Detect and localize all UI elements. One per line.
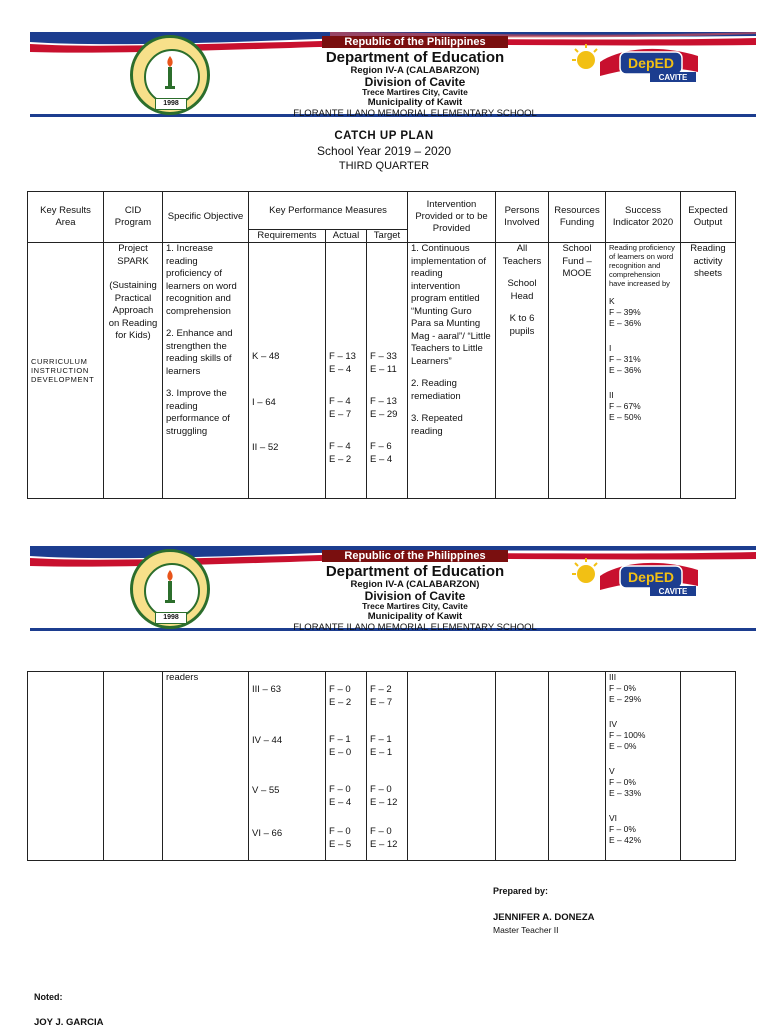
success-grade-6: VI xyxy=(609,813,618,823)
target-k-e: E – 11 xyxy=(370,363,397,375)
header-kra: Key Results Area xyxy=(28,192,104,243)
intervention-2: 2. Reading remediation xyxy=(411,378,461,402)
success-2-e: E – 50% xyxy=(609,412,642,422)
target-3-e: E – 7 xyxy=(370,696,393,708)
header-persons: Persons Involved xyxy=(496,192,549,243)
target-5-f: F – 0 xyxy=(370,784,392,795)
deped-logo-sub: CAVITE xyxy=(658,73,688,82)
prepared-by-title: Master Teacher II xyxy=(493,925,559,935)
header-resources: Resources Funding xyxy=(549,192,606,243)
target-6-f: F – 0 xyxy=(370,826,392,837)
success-grade-5: V xyxy=(609,766,615,776)
resources-funding: School Fund – MOOE xyxy=(562,243,592,279)
actual-4-f: F – 1 xyxy=(329,734,351,745)
program-name: Project SPARK xyxy=(117,243,149,267)
success-grade-k: K xyxy=(609,296,615,306)
success-1-f: F – 31% xyxy=(609,354,641,364)
success-6-f: F – 0% xyxy=(609,824,636,834)
requirement-k: K – 48 xyxy=(252,351,280,362)
school-year: School Year 2019 – 2020 xyxy=(316,144,452,158)
school-seal xyxy=(130,549,210,629)
department-label: Department of Education xyxy=(325,49,505,66)
municipality-label: Municipality of Kawit xyxy=(367,611,463,622)
header-success: Success Indicator 2020 xyxy=(606,192,681,243)
noted-name: JOY J. GARCIA xyxy=(34,1017,104,1028)
success-3-e: E – 29% xyxy=(609,694,642,704)
success-grade-4: IV xyxy=(609,719,618,729)
success-k-f: F – 39% xyxy=(609,307,641,317)
municipality-label: Municipality of Kawit xyxy=(367,97,463,108)
target-3-f: F – 2 xyxy=(370,684,392,695)
actual-1-f: F – 4 xyxy=(329,396,351,407)
requirement-1: I – 64 xyxy=(252,396,276,408)
target-5-e: E – 12 xyxy=(370,796,398,808)
success-4-e: E – 0% xyxy=(609,741,637,751)
target-4-f: F – 1 xyxy=(370,734,392,745)
success-grade-3: III xyxy=(609,672,617,682)
city-label: Trece Martires City, Cavite xyxy=(362,87,468,97)
intervention-1: 1. Continuous implementation of reading intervention program entitled “Munting Guro Para sa Munting Mag - aaral”/ “Little Teachers to Little Learners” xyxy=(411,243,491,367)
region-label: Region IV-A (CALABARZON) xyxy=(350,65,480,76)
persons-head: School Head xyxy=(507,278,537,302)
table-row xyxy=(28,672,736,861)
objective-2: 2. Enhance and strengthen the reading skills of learners xyxy=(166,328,233,377)
division-label: Division of Cavite xyxy=(364,589,466,603)
expected-output: Reading activity sheets xyxy=(690,243,726,279)
actual-4-e: E – 0 xyxy=(329,746,352,758)
target-1-f: F – 13 xyxy=(370,396,397,407)
success-6-e: E – 42% xyxy=(609,835,642,845)
header-target: Target xyxy=(367,230,408,243)
seal-year: 1998 xyxy=(155,98,187,110)
deped-logo-text: DepED xyxy=(628,55,674,71)
letterhead-banner xyxy=(30,32,756,117)
letterhead-text xyxy=(220,32,610,117)
success-grade-1: I xyxy=(609,343,612,353)
program-description: (Sustaining Practical Approach on Reading for Kids) xyxy=(108,280,158,341)
actual-6-f: F – 0 xyxy=(329,826,351,837)
actual-5-f: F – 0 xyxy=(329,784,351,795)
division-label: Division of Cavite xyxy=(364,75,466,89)
requirement-3: III – 63 xyxy=(252,684,282,695)
success-grade-2: II xyxy=(609,390,614,400)
target-k-f: F – 33 xyxy=(370,351,397,362)
actual-2-f: F – 4 xyxy=(329,441,351,452)
region-label: Region IV-A (CALABARZON) xyxy=(350,579,480,590)
persons-pupils: K to 6 pupils xyxy=(509,313,535,337)
actual-2-e: E – 2 xyxy=(329,453,352,465)
success-k-e: E – 36% xyxy=(609,318,642,328)
prepared-by-name: JENNIFER A. DONEZA xyxy=(493,912,595,923)
actual-1-e: E – 7 xyxy=(329,408,352,420)
header-cid: CID Program xyxy=(104,192,163,243)
seal-year: 1998 xyxy=(155,612,187,624)
city-label: Trece Martires City, Cavite xyxy=(362,601,468,611)
success-1-e: E – 36% xyxy=(609,365,642,375)
objective-1: 1. Increase reading proficiency of learners on word recognition and comprehension xyxy=(166,243,237,317)
catch-up-plan-table xyxy=(27,191,736,499)
department-label: Department of Education xyxy=(325,563,505,580)
prepared-by-label: Prepared by: xyxy=(493,886,549,896)
noted-label: Noted: xyxy=(34,992,63,1002)
header-intervention: Intervention Provided or to be Provided xyxy=(408,192,496,243)
persons-teachers: All Teachers xyxy=(502,243,542,267)
quarter-label: THIRD QUARTER xyxy=(338,160,430,172)
success-2-f: F – 67% xyxy=(609,401,641,411)
document-title-block xyxy=(0,128,768,173)
actual-k-f: F – 13 xyxy=(329,351,356,362)
target-6-e: E – 12 xyxy=(370,838,398,850)
torch-icon xyxy=(164,570,176,604)
success-5-f: F – 0% xyxy=(609,777,636,787)
school-name: FLORANTE ILANO MEMORIAL ELEMENTARY SCHOOL xyxy=(293,108,537,117)
deped-cavite-logo xyxy=(570,556,710,600)
objective-3: 3. Improve the reading performance of struggling xyxy=(166,388,230,437)
deped-logo-sub: CAVITE xyxy=(658,587,688,596)
kra-label: CURRICULUM INSTRUCTION DEVELOPMENT xyxy=(31,357,95,384)
target-2-e: E – 4 xyxy=(370,453,393,465)
target-1-e: E – 29 xyxy=(370,408,398,420)
letterhead-text xyxy=(220,546,610,631)
objective-continued: readers xyxy=(166,672,199,683)
header-requirements: Requirements xyxy=(249,230,326,243)
target-4-e: E – 1 xyxy=(370,746,393,758)
catch-up-plan-table-continued xyxy=(27,671,736,861)
requirement-6: VI – 66 xyxy=(252,827,283,839)
school-seal xyxy=(130,35,210,115)
target-2-f: F – 6 xyxy=(370,441,392,452)
requirement-4: IV – 44 xyxy=(252,734,283,746)
table-row xyxy=(28,243,736,499)
republic-label: Republic of the Philippines xyxy=(322,36,507,48)
requirement-5: V – 55 xyxy=(252,785,280,796)
deped-cavite-logo xyxy=(570,42,710,86)
header-objective: Specific Objective xyxy=(163,192,249,243)
deped-logo-text: DepED xyxy=(628,569,674,585)
actual-5-e: E – 4 xyxy=(329,796,352,808)
header-kpm: Key Performance Measures xyxy=(249,192,408,230)
torch-icon xyxy=(164,56,176,90)
letterhead-banner-2 xyxy=(30,546,756,631)
school-name: FLORANTE ILANO MEMORIAL ELEMENTARY SCHOOL xyxy=(293,622,537,631)
requirement-2: II – 52 xyxy=(252,442,279,453)
header-output: Expected Output xyxy=(681,192,736,243)
success-5-e: E – 33% xyxy=(609,788,642,798)
actual-3-e: E – 2 xyxy=(329,696,352,708)
success-intro: Reading proficiency of learners on word recognition and comprehension have increased by xyxy=(609,243,675,288)
document-title: CATCH UP PLAN xyxy=(334,130,434,142)
actual-k-e: E – 4 xyxy=(329,363,352,375)
success-3-f: F – 0% xyxy=(609,683,636,693)
header-actual: Actual xyxy=(326,230,367,243)
intervention-3: 3. Repeated reading xyxy=(411,413,463,437)
actual-6-e: E – 5 xyxy=(329,838,352,850)
actual-3-f: F – 0 xyxy=(329,684,351,695)
republic-label: Republic of the Philippines xyxy=(322,550,507,562)
success-4-f: F – 100% xyxy=(609,730,646,740)
